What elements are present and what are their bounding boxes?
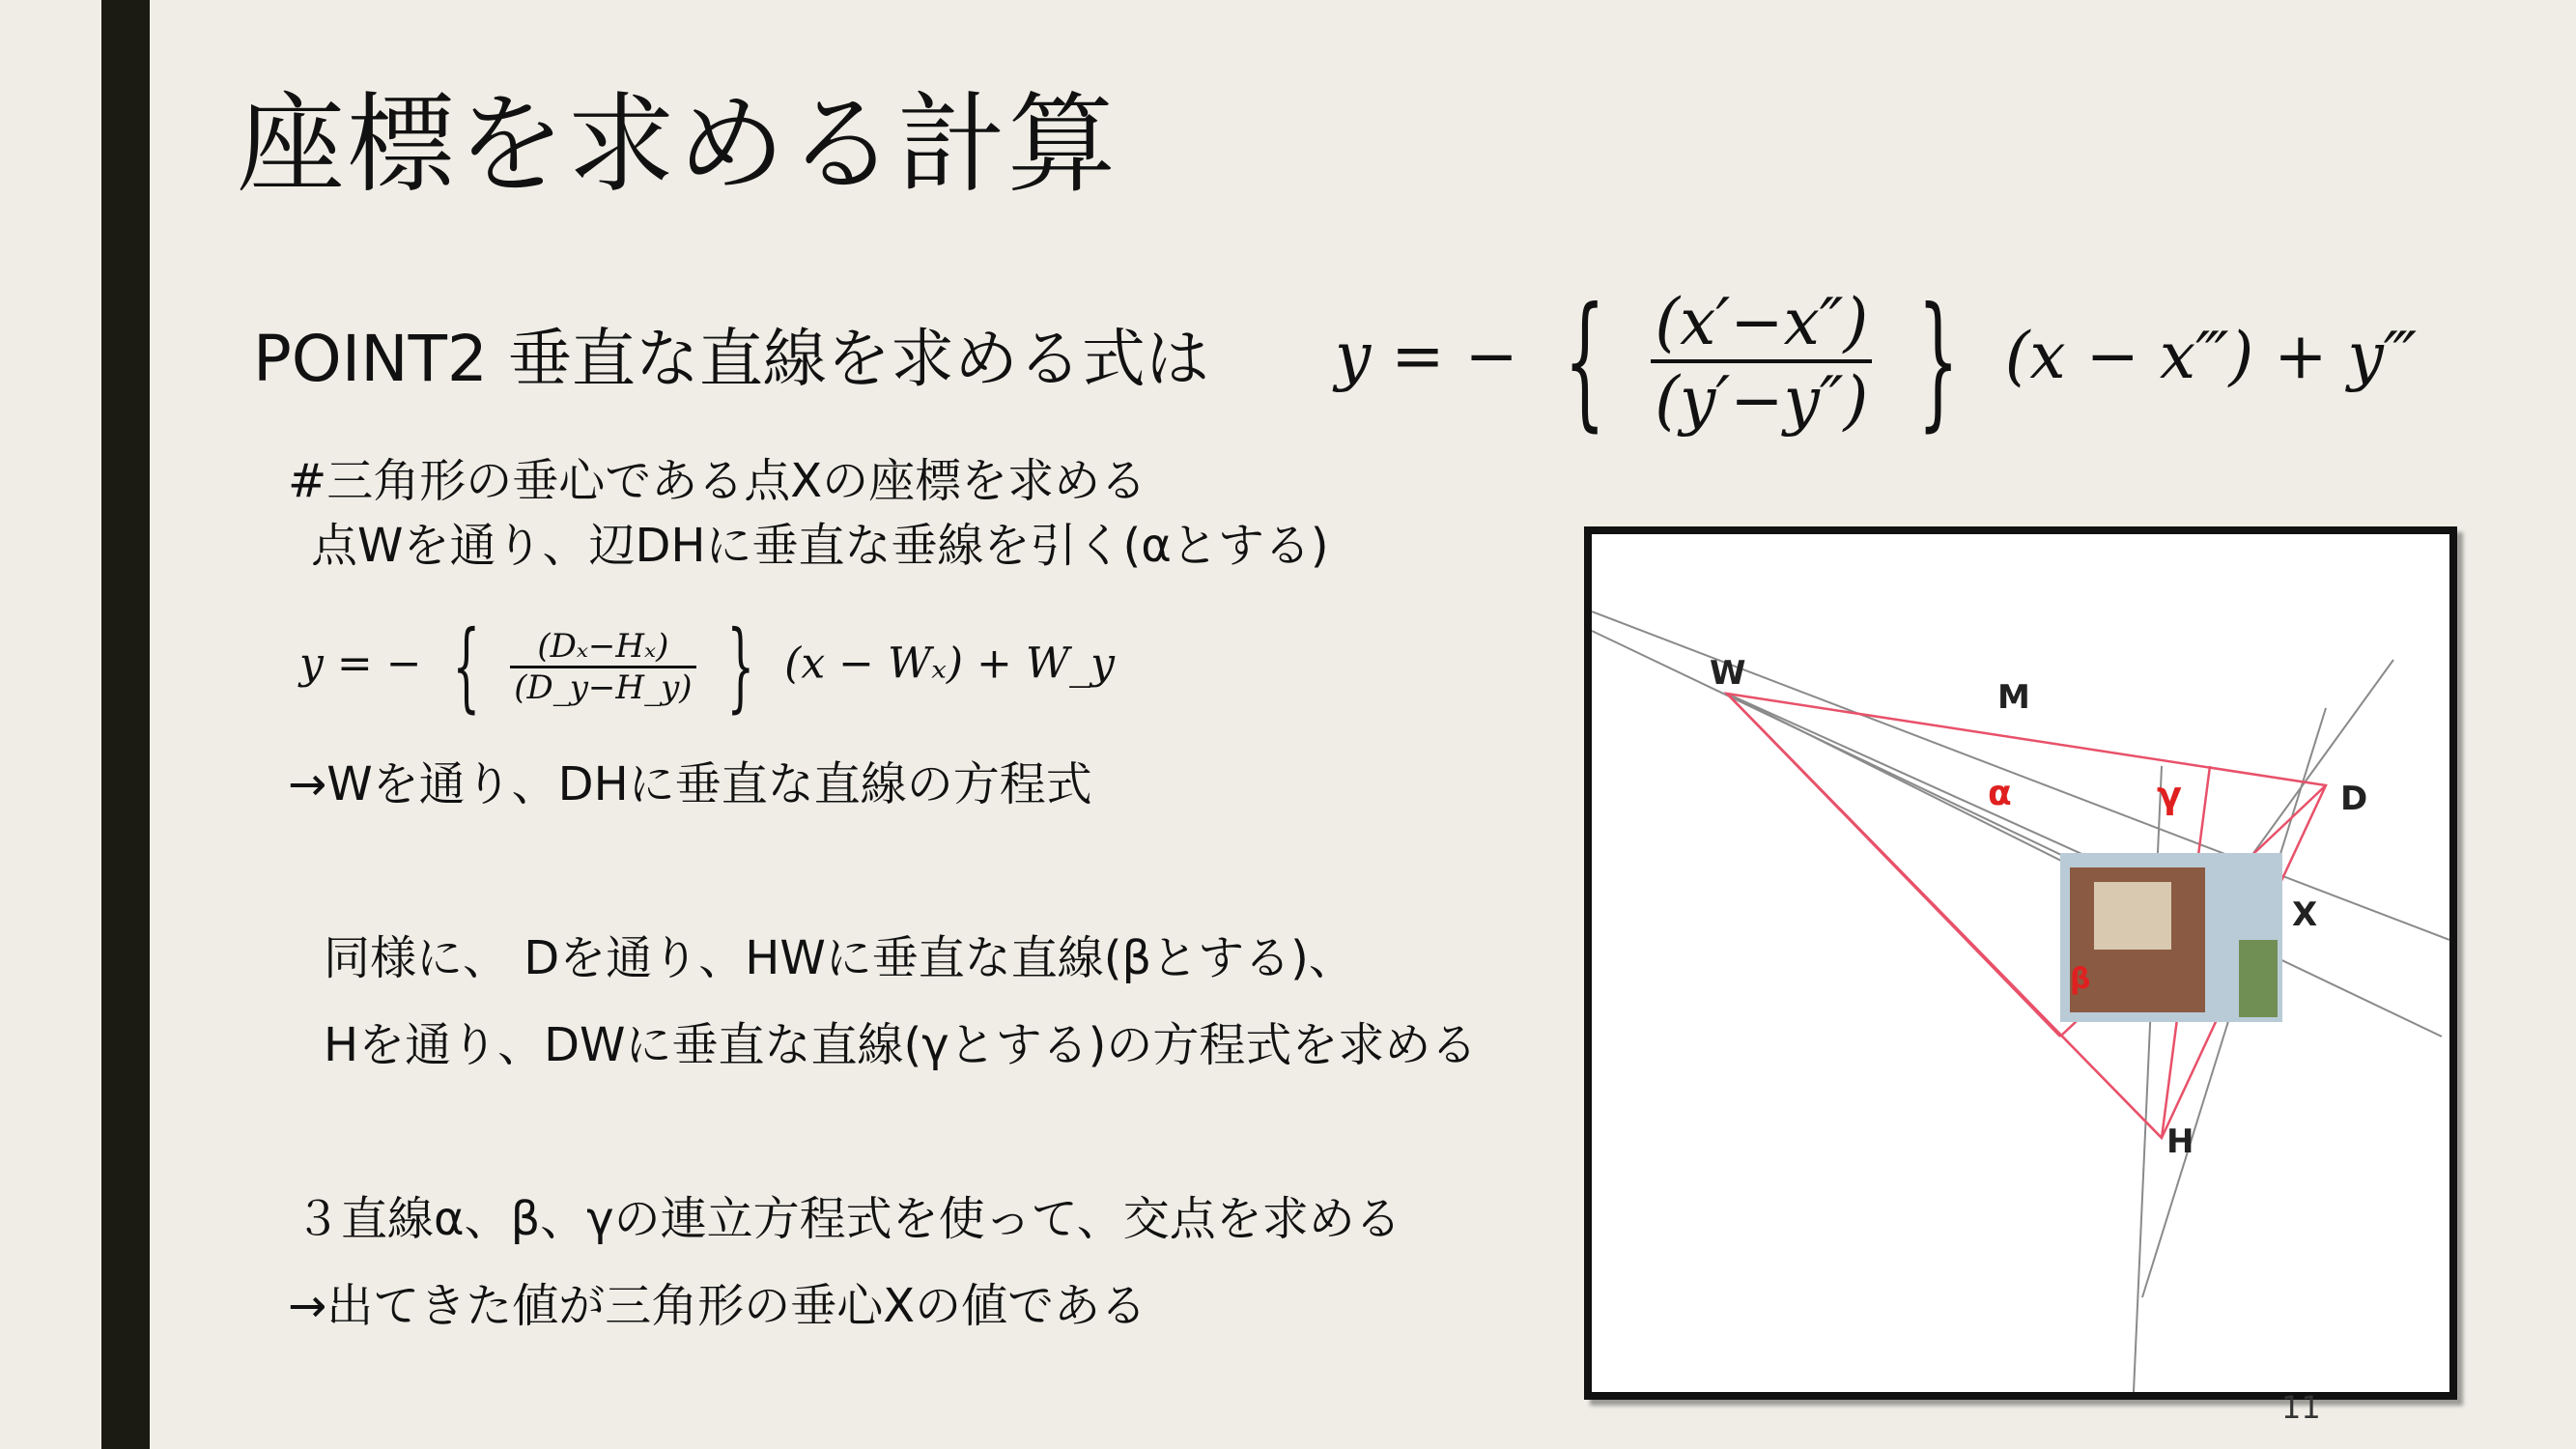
alpha-line-formula	[299, 610, 1115, 723]
alpha-description: 点Wを通り、辺DHに垂直な垂線を引く(αとする)	[311, 519, 1329, 573]
page-number: 11	[2281, 1389, 2321, 1426]
photo-plant	[2239, 940, 2278, 1017]
gamma-description: Hを通り、DWに垂直な直線(γとする)の方程式を求める	[324, 1018, 1478, 1072]
orthocenter-heading: #三角形の垂心である点Xの座標を求める	[288, 454, 1147, 508]
beta-description: 同様に、 Dを通り、HWに垂直な直線(βとする)、	[324, 931, 1355, 985]
formula2-lhs: y = −	[299, 639, 422, 689]
left-brace: {	[1564, 277, 1606, 445]
fraction-numerator: (x′−x″)	[1651, 285, 1872, 363]
sidebar-accent-bar	[101, 0, 150, 1449]
formula2-fraction	[510, 627, 695, 707]
conclusion-text: →出てきた値が三角形の垂心Xの値である	[288, 1279, 1147, 1333]
label-h: H	[2166, 1122, 2194, 1161]
formula2-numerator: (Dₓ−Hₓ)	[510, 627, 695, 668]
photo-model-top	[2094, 882, 2171, 950]
formula-rhs: (x − x‴) + y‴	[2004, 319, 2418, 393]
diagram-svg	[1592, 534, 2449, 1392]
label-beta: β	[2070, 962, 2091, 996]
formula-fraction	[1651, 285, 1872, 438]
orthocenter-diagram	[1584, 526, 2457, 1400]
scene-photo	[2060, 853, 2282, 1022]
altitude-guide	[1727, 694, 2060, 1037]
point2-heading: POINT2 垂直な直線を求める式は	[253, 322, 1209, 396]
label-x: X	[2292, 895, 2318, 934]
label-w: W	[1710, 654, 1746, 693]
perpendicular-line-formula	[1335, 277, 2418, 445]
right-brace: }	[1917, 277, 1960, 445]
slide-title: 座標を求める計算	[237, 82, 1118, 208]
right-brace: }	[726, 610, 754, 723]
formula2-rhs: (x − Wₓ) + W_y	[784, 639, 1115, 689]
label-d: D	[2340, 780, 2368, 818]
formula-lhs: y = −	[1335, 319, 1518, 393]
left-brace: {	[452, 610, 480, 723]
label-gamma: γ	[2157, 774, 2182, 816]
alpha-result-text: →Wを通り、DHに垂直な直線の方程式	[288, 757, 1092, 811]
label-alpha: α	[1988, 774, 2012, 813]
label-m: M	[1997, 678, 2030, 717]
fraction-denominator: (y′−y″)	[1655, 363, 1869, 438]
formula2-denominator: (D_y−H_y)	[514, 668, 693, 707]
simultaneous-equations-text: ３直線α、β、γの連立方程式を使って、交点を求める	[295, 1192, 1401, 1246]
